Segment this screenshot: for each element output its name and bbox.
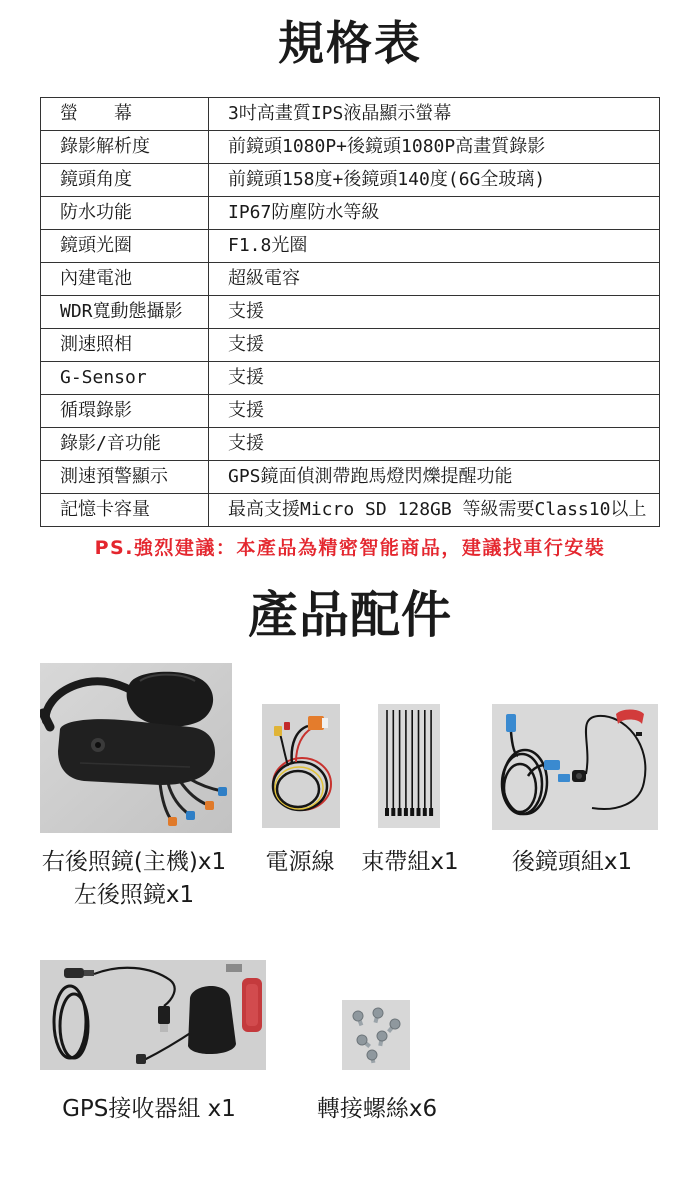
spec-row [41, 131, 660, 164]
spec-value: 支援 [209, 395, 660, 428]
caption-rear-camera-set: 後鏡頭組x1 [511, 849, 633, 875]
spec-row [41, 230, 660, 263]
spec-label: G-Sensor [41, 362, 209, 395]
spec-label: 鏡頭角度 [41, 164, 209, 197]
spec-row [41, 494, 660, 527]
spec-value: 支援 [209, 362, 660, 395]
spec-row [41, 296, 660, 329]
spec-row [41, 428, 660, 461]
spec-row [41, 98, 660, 131]
spec-label: 內建電池 [41, 263, 209, 296]
spec-row [41, 329, 660, 362]
spec-label: 記憶卡容量 [41, 494, 209, 527]
spec-value: 3吋高畫質IPS液晶顯示螢幕 [209, 98, 660, 131]
spec-label: 錄影/音功能 [41, 428, 209, 461]
spec-value: 前鏡頭1080P+後鏡頭1080P高畫質錄影 [209, 131, 660, 164]
caption-main-unit-mirror: 右後照鏡(主機)x1 [41, 849, 227, 875]
spec-row [41, 461, 660, 494]
spec-title: 規格表 [278, 16, 422, 70]
spec-value: 超級電容 [209, 263, 660, 296]
spec-row [41, 362, 660, 395]
spec-table [40, 97, 660, 527]
caption-gps-receiver: GPS接收器組 x1 [62, 1096, 236, 1122]
spec-label: 錄影解析度 [41, 131, 209, 164]
spec-label: 防水功能 [41, 197, 209, 230]
spec-value: 支援 [209, 329, 660, 362]
caption-adapter-screws: 轉接螺絲x6 [316, 1096, 438, 1122]
rear-camera-set-photo [492, 704, 658, 830]
accessories-title: 產品配件 [248, 586, 452, 644]
spec-label: 螢 幕 [41, 98, 209, 131]
gps-receiver-photo [40, 960, 266, 1070]
spec-row [41, 164, 660, 197]
caption-cable-ties: 束帶組x1 [361, 849, 459, 875]
spec-row [41, 197, 660, 230]
spec-label: WDR寬動態攝影 [41, 296, 209, 329]
spec-value: 支援 [209, 296, 660, 329]
spec-value: IP67防塵防水等級 [209, 197, 660, 230]
spec-value: 支援 [209, 428, 660, 461]
spec-value: F1.8光圈 [209, 230, 660, 263]
spec-row [41, 263, 660, 296]
power-cable-photo [262, 704, 340, 828]
spec-label: 鏡頭光圈 [41, 230, 209, 263]
right-mirror-main-unit [58, 719, 215, 785]
spec-value: 最高支援Micro SD 128GB 等級需要Class10以上 [209, 494, 660, 527]
spec-label: 循環錄影 [41, 395, 209, 428]
spec-label: 測速預警顯示 [41, 461, 209, 494]
spec-label: 測速照相 [41, 329, 209, 362]
rearview-mirror-dashcam-photo [40, 663, 232, 833]
adapter-screws-photo [342, 1000, 410, 1070]
caption-power-cable: 電源線 [265, 849, 335, 875]
spec-value: GPS鏡面偵測帶跑馬燈閃爍提醒功能 [209, 461, 660, 494]
spec-row [41, 395, 660, 428]
cable-ties-photo [378, 704, 440, 828]
installation-note: PS.強烈建議：本產品為精密智能商品，建議找車行安裝 [94, 537, 606, 559]
caption-left-mirror: 左後照鏡x1 [73, 882, 195, 908]
spec-value: 前鏡頭158度+後鏡頭140度(6G全玻璃) [209, 164, 660, 197]
